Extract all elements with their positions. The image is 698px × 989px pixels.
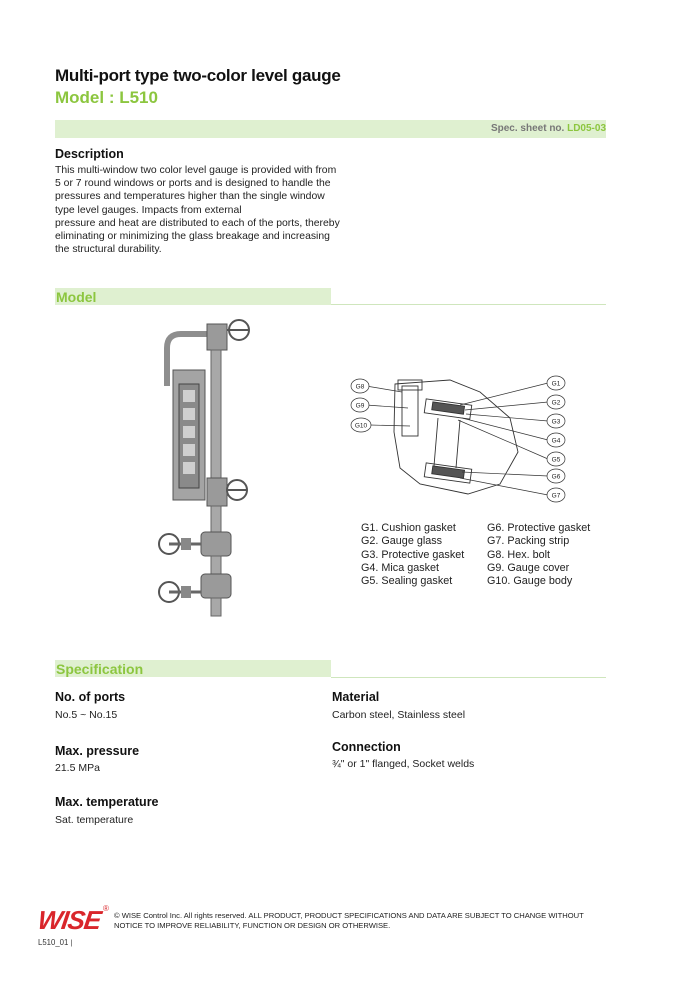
callout-g8: [351, 379, 369, 393]
copyright-line: NOTICE TO IMPROVE RELIABILITY, FUNCTION OR DESIGN OR OTHERWISE.: [114, 920, 391, 930]
callout-g10-label: G10: [354, 422, 368, 430]
callout-g8-label: G8: [355, 383, 365, 391]
wise-logo: WISE: [35, 905, 103, 935]
description-line: eliminating or minimizing the glass breakage and increasing: [55, 231, 330, 243]
callout-g2-label: G2: [551, 399, 561, 407]
description-heading: Description: [55, 147, 124, 161]
spec-pressure-value: 21.5 MPa: [55, 762, 100, 774]
page-id-text: L510_01: [38, 938, 69, 947]
parts-legend-left: [361, 522, 464, 588]
parts-legend-item: G1. Cushion gasket: [361, 522, 456, 534]
model-heading: Model: [56, 289, 97, 305]
spec-temperature-label: Max. temperature: [55, 795, 159, 809]
gauge-product-image: [145, 318, 265, 618]
spec-connection-value: ¾" or 1" flanged, Socket welds: [332, 758, 475, 770]
callout-g2: [547, 395, 565, 409]
callout-g7: [547, 488, 565, 502]
parts-legend-item: G3. Protective gasket: [361, 548, 465, 561]
description-text: [55, 164, 365, 256]
description-line: the structural durability.: [55, 244, 162, 256]
model-number: Model : L510: [55, 88, 158, 107]
parts-legend-item: G4. Mica gasket: [361, 561, 440, 574]
copyright-line: © WISE Control Inc. All rights reserved. ALL PRODUCT, PRODUCT SPECIFICATIONS AND DATA ARE SUBJECT TO CHANGE WITHOUT: [114, 911, 584, 920]
spec-sheet-value: LD05-03: [567, 123, 606, 134]
parts-legend-item: G5. Sealing gasket: [361, 575, 453, 588]
spec-ports-label: No. of ports: [55, 690, 126, 704]
spec-connection-label: Connection: [332, 740, 401, 754]
callout-g9: [351, 398, 369, 412]
callout-g6-label: G6: [551, 473, 561, 481]
gauge-cross-section-diagram: [350, 372, 572, 512]
parts-legend-item: G6. Protective gasket: [487, 522, 591, 534]
spec-ports-value: No.5 ~ No.15: [55, 709, 118, 721]
spec-material-value: Carbon steel, Stainless steel: [332, 709, 466, 721]
description-line: 5 or 7 round windows or ports and is designed to handle the: [55, 178, 331, 190]
parts-legend-item: G10. Gauge body: [487, 575, 573, 588]
description-line: pressures and temperatures higher than the single window: [55, 191, 325, 203]
spec-material-label: Material: [332, 690, 380, 704]
registered-mark: ®: [103, 904, 109, 913]
callout-g3: [547, 414, 565, 428]
callout-g5: [547, 452, 565, 466]
parts-legend-item: G2. Gauge glass: [361, 535, 443, 548]
page-title: Multi-port type two-color level gauge: [55, 66, 341, 85]
callout-g4-label: G4: [551, 437, 561, 445]
callout-g4: [547, 433, 565, 447]
model-section-rule: [331, 304, 606, 305]
callout-g9-label: G9: [355, 402, 365, 410]
parts-legend-right: [487, 522, 590, 588]
spec-section-rule: [331, 677, 606, 678]
callout-g3-label: G3: [551, 418, 561, 426]
callout-g10: [351, 418, 371, 432]
parts-legend-item: G7. Packing strip: [487, 535, 570, 548]
description-line: pressure and heat are distributed to each of the ports, thereby: [55, 217, 340, 229]
parts-legend-item: G9. Gauge cover: [487, 561, 570, 574]
parts-legend-item: G8. Hex. bolt: [487, 548, 551, 561]
specification-heading: Specification: [56, 661, 144, 677]
callout-g5-label: G5: [551, 456, 561, 464]
callout-g1-label: G1: [551, 380, 561, 388]
copyright-notice: [114, 911, 594, 930]
spec-temperature-value: Sat. temperature: [55, 814, 134, 826]
spec-pressure-label: Max. pressure: [55, 744, 140, 758]
callout-g1: [547, 376, 565, 390]
description-line: type level gauges. Impacts from external: [55, 204, 242, 216]
description-line: This multi-window two color level gauge is provided with from: [55, 165, 337, 176]
spec-sheet-number: [491, 123, 606, 134]
callout-g7-label: G7: [551, 492, 561, 500]
page-id: L510_01 |: [38, 938, 73, 947]
callout-g6: [547, 469, 565, 483]
spec-sheet-label: Spec. sheet no.: [490, 123, 565, 134]
